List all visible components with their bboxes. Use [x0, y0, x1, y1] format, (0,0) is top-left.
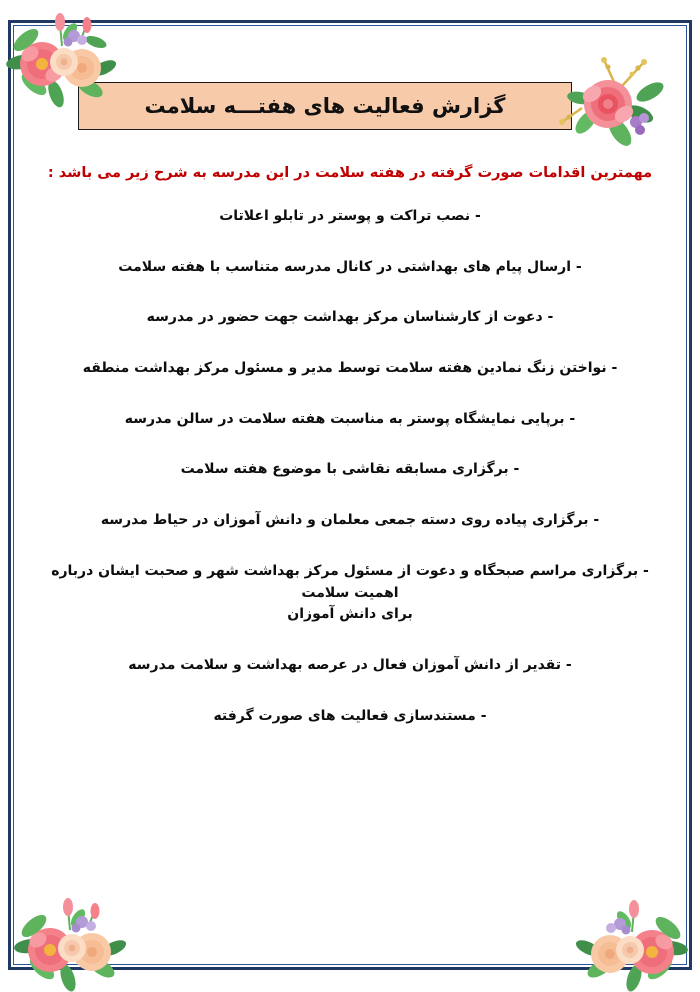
list-item-continuation: برای دانش آموزان	[287, 606, 413, 623]
list-item: - برگزاری مسابقه نقاشی با موضوع هفته سلامت	[180, 461, 520, 478]
page-title: گزارش فعالیت های هفتـــه سلامت	[144, 94, 506, 118]
list-item: - برپایی نمایشگاه پوستر به مناسبت هفته سلامت در سالن مدرسه	[124, 410, 576, 427]
subtitle-intro: مهمترین اقدامات صورت گرفته در هفته سلامت در این مدرسه به شرح زیر می باشد :	[47, 165, 653, 181]
list-item: - برگزاری مراسم صبحگاه و دعوت از مسئول مرکز بهداشت شهر و صحبت ایشان درباره اهمیت سلامت	[51, 562, 649, 601]
list-item: - نصب تراکت و پوستر در تابلو اعلاتات	[219, 208, 481, 224]
list-item: - برگزاری پیاده روی دسته جمعی معلمان و دانش آموزان در حیاط مدرسه	[100, 512, 600, 529]
list-item: - دعوت از کارشناسان مرکز بهداشت جهت حضور در مدرسه	[146, 309, 554, 326]
activity-list	[28, 206, 672, 756]
title-banner	[78, 82, 572, 130]
list-item: - ارسال پیام های بهداشتی در کانال مدرسه متناسب با هفته سلامت	[118, 258, 582, 275]
list-item: - مستندسازی فعالیت های صورت گرفته	[213, 707, 487, 724]
list-item: - نواختن زنگ نمادین هفته سلامت توسط مدیر و مسئول مرکز بهداشت منطقه	[82, 360, 618, 377]
list-item: - تقدیر از دانش آموزان فعال در عرصه بهداشت و سلامت مدرسه	[128, 656, 572, 673]
